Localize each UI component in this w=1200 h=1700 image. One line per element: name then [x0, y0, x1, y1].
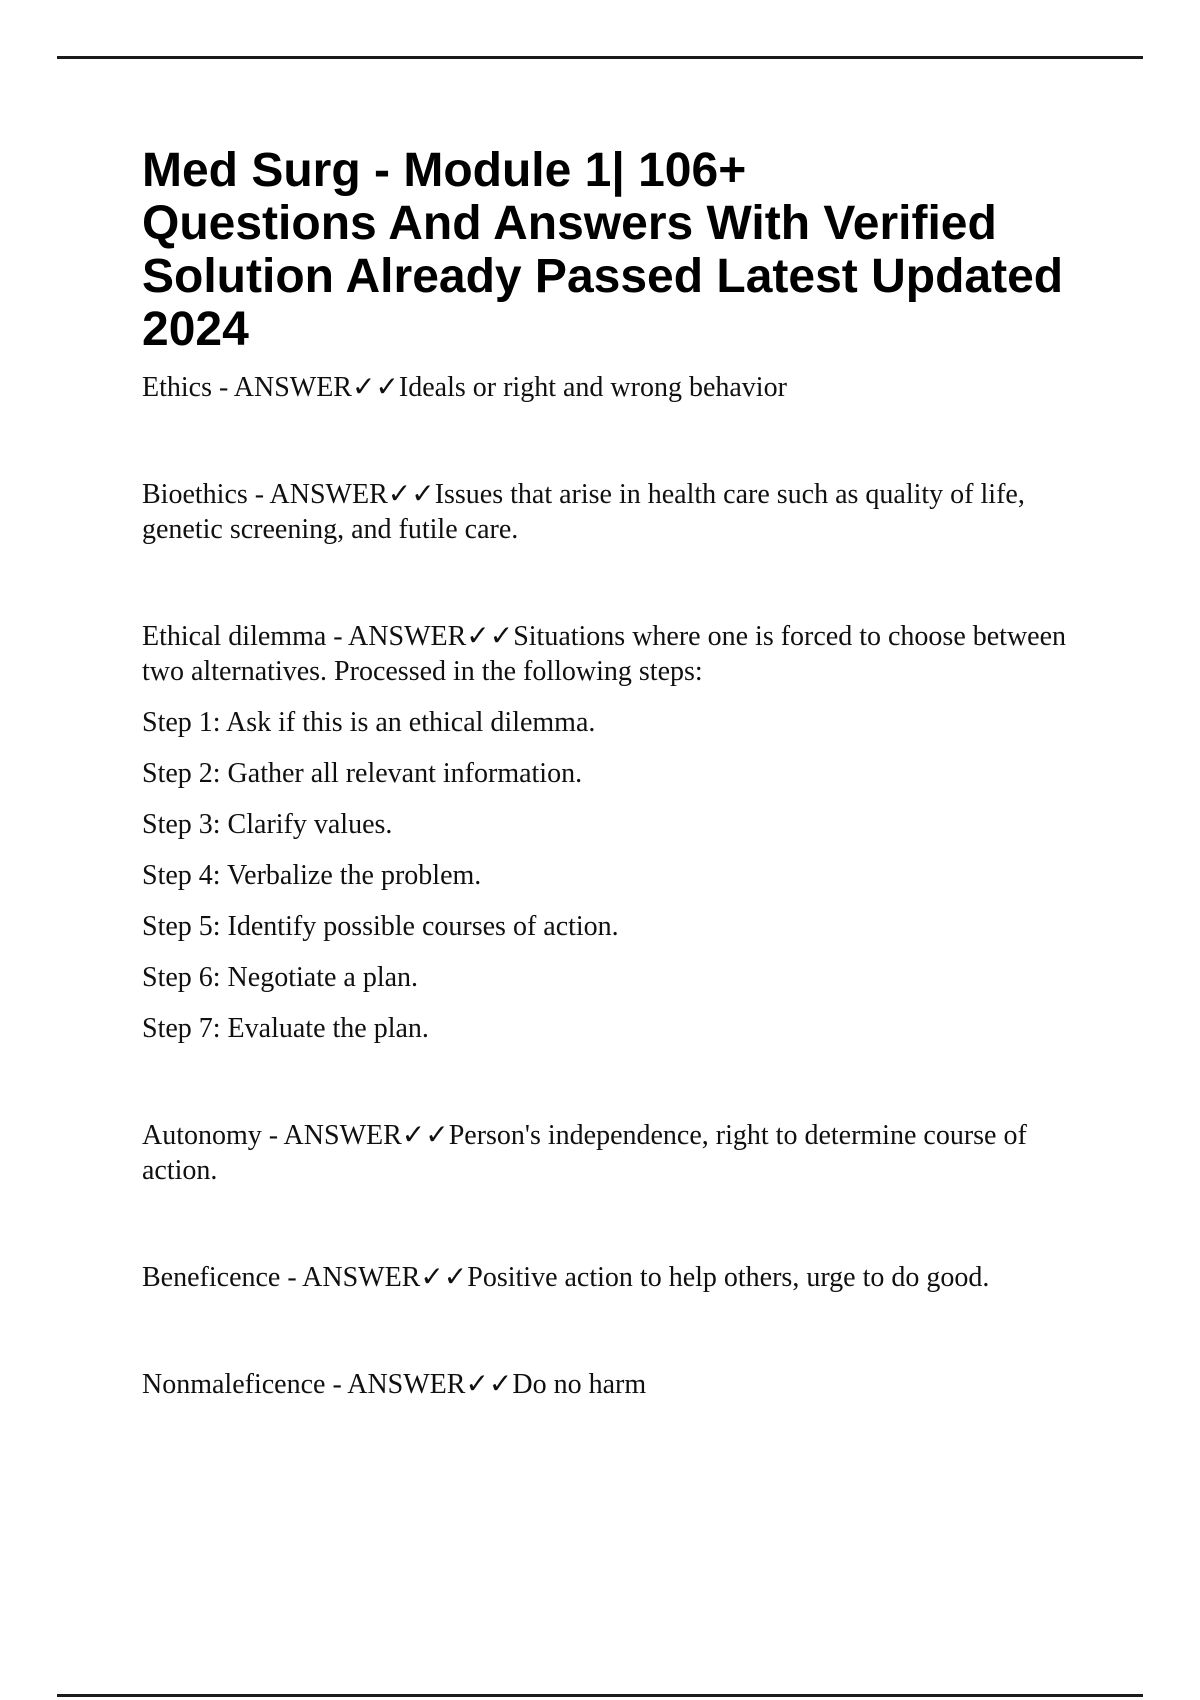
document-title — [142, 144, 1102, 356]
qa-paragraph-nonmaleficence: Nonmaleficence - ANSWER✓✓Do no harm — [142, 1369, 647, 1400]
step-line-7: Step 7: Evaluate the plan. — [142, 1013, 429, 1044]
qa-paragraph-ethical-dilemma: Ethical dilemma - ANSWER✓✓Situations where one is forced to choose between two alternatives. Processed in the following steps: — [142, 621, 1067, 687]
step-line-3: Step 3: Clarify values. — [142, 809, 393, 840]
qa-paragraph-autonomy: Autonomy - ANSWER✓✓Person's independence, right to determine course of action. — [142, 1120, 1027, 1186]
title-line: 2024 — [142, 303, 249, 356]
title-line: Questions And Answers With Verified — [142, 197, 997, 250]
document-content — [142, 0, 1102, 1402]
step-line-4: Step 4: Verbalize the problem. — [142, 860, 482, 891]
qa-paragraph-bioethics: Bioethics - ANSWER✓✓Issues that arise in health care such as quality of life, genetic screening, and futile care. — [142, 479, 1025, 545]
qa-paragraph-ethics: Ethics - ANSWER✓✓Ideals or right and wrong behavior — [142, 372, 787, 403]
title-line: Solution Already Passed Latest Updated — [142, 250, 1064, 303]
title-line: Med Surg - Module 1| 106+ — [142, 144, 747, 197]
step-line-2: Step 2: Gather all relevant information. — [142, 758, 583, 789]
step-line-6: Step 6: Negotiate a plan. — [142, 962, 419, 993]
step-line-5: Step 5: Identify possible courses of action. — [142, 911, 619, 942]
step-line-1: Step 1: Ask if this is an ethical dilemma. — [142, 707, 596, 738]
bottom-rule — [57, 1694, 1143, 1697]
qa-paragraph-beneficence: Beneficence - ANSWER✓✓Positive action to help others, urge to do good. — [142, 1262, 990, 1293]
